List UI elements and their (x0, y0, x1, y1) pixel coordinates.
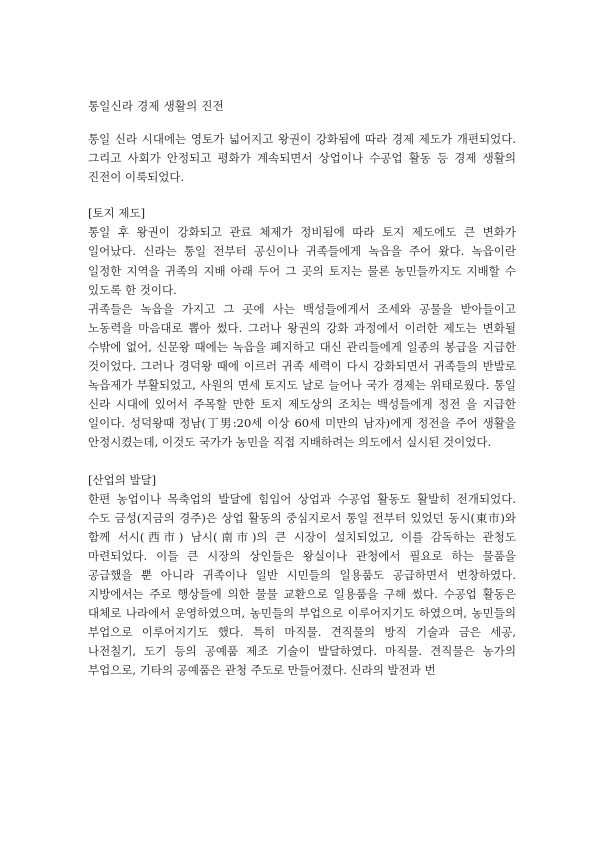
body-paragraph: 귀족들은 녹읍을 가지고 그 곳에 사는 백성들에게서 조세와 공물을 받아들이고 노동력을 마음대로 뽑아 썼다. 그러나 왕권의 강화 과정에서 이러한 제도는 변화될 수밖에 없어, 신문왕 때에는 녹읍을 폐지하고 대신 관리들에게 일종의 봉급을 지급한 것이었다. 그러나 경덕왕 때에 이르러 귀족 세력이 다시 강화되면서 귀족들의 반발로 녹읍제가 부활되었고, 사원의 면세 토지도 날로 늘어나 국가 경제는 위태로웠다. 통일 신라 시대에 있어서 주목할 만한 토지 제도상의 조치는 백성들에게 정전 을 지급한 일이다. 성덕왕때 정남(丁男:20세 이상 60세 미만의 남자)에게 정전을 주어 생활을 안정시켰는데, 이것도 국가가 농민을 직접 지배하려는 의도에서 실시된 것이었다. (88, 301, 516, 450)
document-page (88, 97, 516, 681)
body-paragraph: 한편 농업이나 목축업의 발달에 힘입어 상업과 수공업 활동도 활발히 전개되었다. 수도 금성(지금의 경주)은 상업 활동의 중심지로서 통일 전부터 있었던 동시(東市)와 함께 서시(西市) 남시(南市)의 큰 시장이 설치되었고, 이를 감독하는 관청도 마련되었다. 이들 큰 시장의 상인들은 왕실이나 관청에서 필요로 하는 물품을 공급했을 뿐 아니라 귀족이나 일반 시민들의 일용품도 공급하면서 번창하였다. 지방에서는 주로 행상들에 의한 물물 교환으로 일용품을 구해 썼다. 수공업 활동은 대체로 나라에서 운영하였으며, 농민들의 부업으로 이루어지기도 하였으며, 농민들의 부업으로 이루어지기도 했다. 특히 마직물. 견직물의 방직 기술과 금은 세공, 나전칠기, 도기 등의 공예품 제조 기술이 발달하였다. 마직물. 견직물은 농가의 부업으로, 기타의 공예품은 관청 주도로 만들어졌다. 신라의 발전과 번 (88, 491, 516, 678)
section-spacer (88, 453, 516, 471)
section-industry (88, 471, 516, 681)
document-title: 통일신라 경제 생활의 진전 (88, 99, 224, 113)
intro-paragraph: 통일 신라 시대에는 영토가 넓어지고 왕권이 강화됨에 따라 경제 제도가 개편되었다. 그리고 사회가 안정되고 평화가 계속되면서 상업이나 수공업 활동 등 경제 생활의 진전이 이룩되었다. (88, 132, 516, 185)
section-land-system (88, 204, 516, 452)
section-heading-industry: [산업의 발달] (88, 472, 157, 487)
section-heading-land-system: [토지 제도] (88, 206, 146, 221)
body-paragraph: 통일 후 왕권이 강화되고 관료 체제가 정비됨에 따라 토지 제도에도 큰 변화가 일어났다. 신라는 통일 전부터 공신이나 귀족들에게 녹읍을 주어 왔다. 녹읍이란 일정한 지역을 귀족의 지배 아래 두어 그 곳의 토지는 물론 농민들까지도 지배할 수 있도록 한 것이다. (88, 225, 516, 297)
